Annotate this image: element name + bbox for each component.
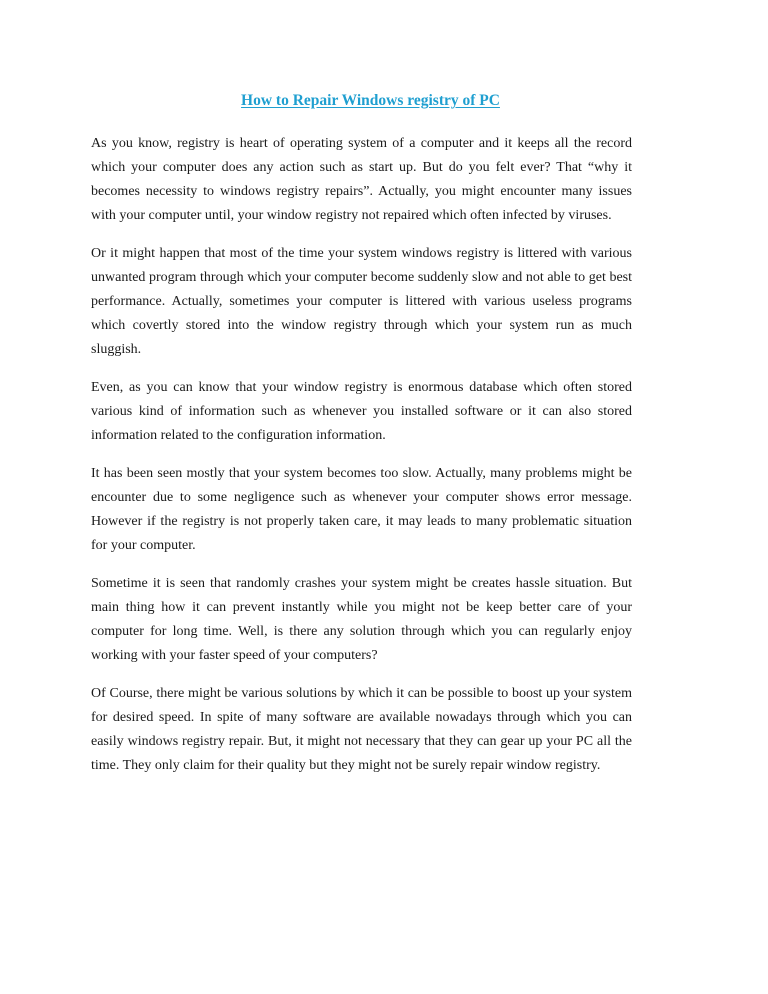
paragraph: Of Course, there might be various solutions by which it can be possible to boost up your system for desired speed. In spite of many software are available nowadays through which you can easily windows registry repair. But, it might not necessary that they can gear up your PC all the time. They only claim for their quality but they might not be surely repair window registry. xyxy=(91,686,632,773)
paragraph: It has been seen mostly that your system becomes too slow. Actually, many problems might be encounter due to some negligence such as whenever your computer shows error message. However if the registry is not properly taken care, it may leads to many problematic situation for your computer. xyxy=(91,466,632,553)
page-title: How to Repair Windows registry of PC xyxy=(241,92,500,109)
paragraph: Or it might happen that most of the time your system windows registry is littered with various unwanted program through which your computer become suddenly slow and not able to get best performance. Actually, sometimes your computer is littered with various useless programs which covertly stored into the window registry through which your system run as much sluggish. xyxy=(91,246,632,357)
paragraph: Even, as you can know that your window registry is enormous database which often stored various kind of information such as whenever you installed software or it can also stored information related to the configuration information. xyxy=(91,380,632,443)
paragraph: Sometime it is seen that randomly crashes your system might be creates hassle situation. But main thing how it can prevent instantly while you might not be keep better care of your computer for long time. Well, is there any solution through which you can regularly enjoy working with your faster speed of your computers? xyxy=(91,576,632,663)
paragraph: As you know, registry is heart of operating system of a computer and it keeps all the record which your computer does any action such as start up. But do you felt ever? That “why it becomes necessity to windows registry repairs”. Actually, you might encounter many issues with your computer until, your window registry not repaired which often infected by viruses. xyxy=(91,136,632,223)
document-body xyxy=(91,132,632,792)
